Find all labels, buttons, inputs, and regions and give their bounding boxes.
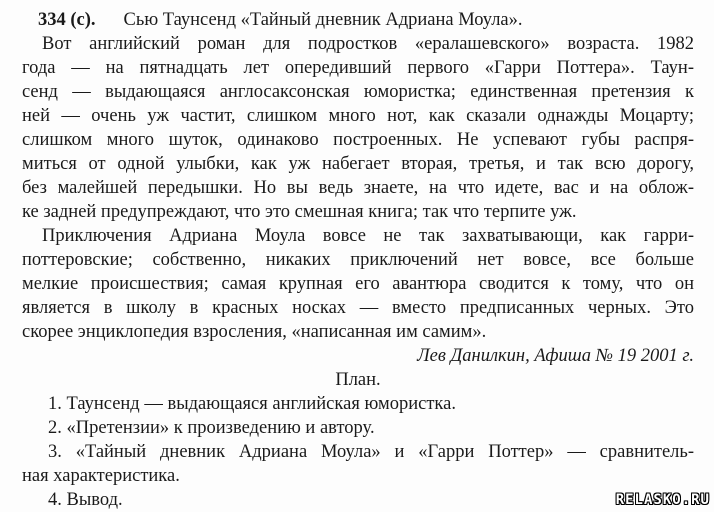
plan-item-continuation: ная характеристика. xyxy=(22,466,180,486)
plan-item: 1. Таунсенд — выдающаяся английская юмористка. xyxy=(48,394,456,414)
plan-item: 4. Вывод. xyxy=(48,490,123,510)
paragraph1-line: ке задней предупреждают, что это смешная книга; так что терпите уж. xyxy=(22,202,577,222)
paragraph2-line: поттеровские; собственно, никаких приключений нет вовсе, все больше xyxy=(22,250,694,270)
paragraph1-line: Вот английский роман для подростков «ералашевского» возраста. 1982 xyxy=(42,34,694,54)
exercise-header xyxy=(22,8,694,32)
plan-item: 2. «Претензии» к произведению и автору. xyxy=(48,418,375,438)
paragraph2-line: является в школу в красных носках — вместо предписанных черных. Это xyxy=(22,298,694,318)
paragraph1-line: миться от одной улыбки, как уж набегает вторая, третья, и так всю дорогу, xyxy=(22,154,694,174)
plan-item: 3. «Тайный дневник Адриана Моула» и «Гарри Поттер» — сравнитель- xyxy=(48,442,694,462)
watermark: RELASKO.RU xyxy=(615,492,710,508)
paragraph2-line: Приключения Адриана Моула вовсе не так захватывающи, как гарри- xyxy=(42,226,694,246)
attribution: Лев Данилкин, Афиша № 19 2001 г. xyxy=(417,346,694,366)
exercise-title: Сью Таунсенд «Тайный дневник Адриана Моула». xyxy=(123,10,523,30)
paragraph1-line: слишком много шуток, одинаково построенных. Не успевают губы распря- xyxy=(22,130,694,150)
paragraph1-line: сенд — выдающаяся англосаксонская юмористка; единственная претензия к xyxy=(22,82,694,102)
exercise-number: 334 (с). xyxy=(38,10,96,30)
paragraph2-line: мелкие происшествия; самая крупная его авантюра сводится к тому, что он xyxy=(22,274,694,294)
paragraph1-line: ней — очень уж частит, слишком много нот, как сказали однажды Моцарту; xyxy=(22,106,694,126)
paragraph2-line: скорее энциклопедия взросления, «написанная им самим». xyxy=(22,322,487,342)
paragraph1-line: года — на пятнадцать лет опередивший первого «Гарри Поттера». Таун- xyxy=(22,58,694,78)
plan-heading: План. xyxy=(335,370,381,390)
paragraph1-line: без малейшей передышки. Но вы ведь знаете, на что идете, вас и на облож- xyxy=(22,178,694,198)
